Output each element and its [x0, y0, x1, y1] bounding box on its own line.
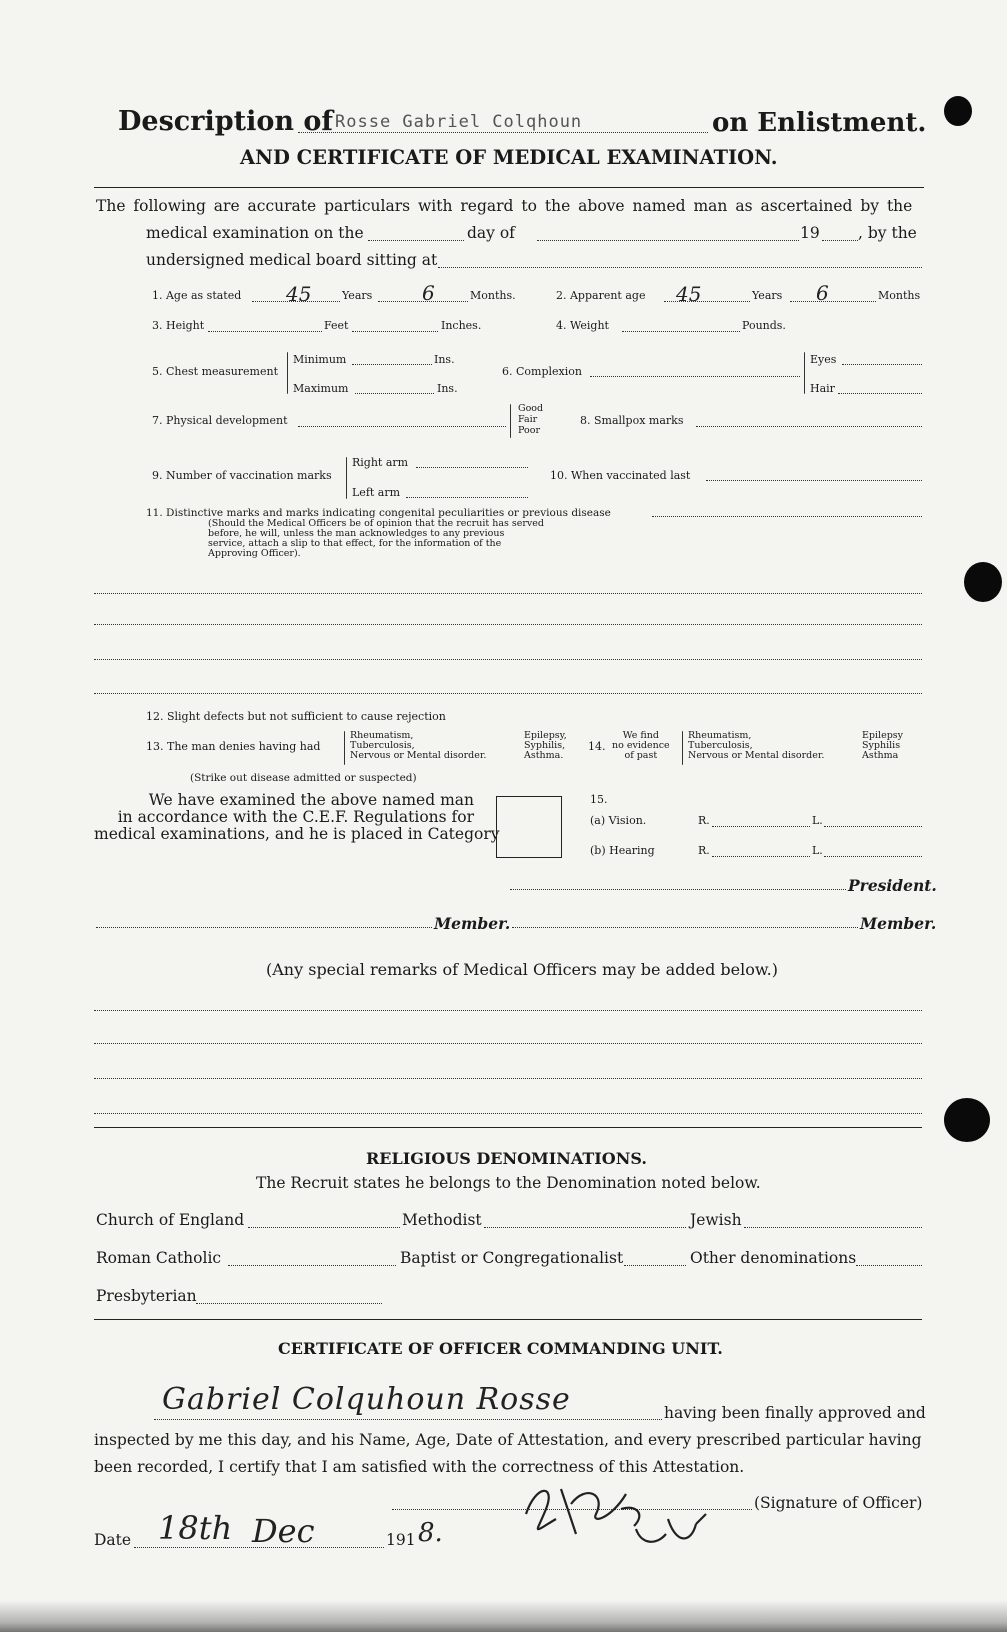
physical-label: 7. Physical development [152, 414, 288, 427]
height-label: 3. Height [152, 319, 205, 332]
distinctive-note: (Should the Medical Officers be of opinion that the recruit has served before, he will, unless the man acknowledges to any previous service, attach a slip to that effect, for the information of the Approving Officer). [208, 518, 545, 559]
intro-line1: The following are accurate particulars with regard to the above named man as ascertained by the [96, 197, 913, 215]
intro-line2c: 19 [800, 224, 820, 242]
denomination-baptist: Baptist or Congregationalist [400, 1249, 624, 1267]
intro-line3: undersigned medical board sitting at [146, 251, 438, 269]
apparent-years-unit: Years [752, 289, 783, 302]
pounds-unit: Pounds. [742, 319, 786, 332]
intro-line2a: medical examination on the [146, 224, 364, 242]
apparent-months-value: 6 [816, 281, 829, 305]
eyes-label: Eyes [810, 353, 837, 366]
physical-fair: Fair [518, 414, 538, 425]
no-evidence-num: 14. [588, 740, 606, 753]
apparent-age-label: 2. Apparent age [556, 289, 646, 302]
title-on-enlistment: on Enlistment. [712, 108, 927, 138]
age-years-value: 45 [286, 282, 312, 306]
chest-minimum: Minimum [293, 353, 347, 366]
when-vaccinated-label: 10. When vaccinated last [550, 469, 691, 482]
item-15: 15. [590, 793, 608, 806]
feet-unit: Feet [324, 319, 349, 332]
no-evidence-label: We find no evidence of past [612, 730, 670, 761]
diseases-list-b: Epilepsy, Syphilis, Asthma. [524, 730, 567, 761]
vaccination-label: 9. Number of vaccination marks [152, 469, 332, 482]
physical-poor: Poor [518, 425, 540, 436]
punch-hole [944, 1098, 990, 1142]
denomination-other: Other denominations [690, 1249, 857, 1267]
diseases-list-a: Rheumatism, Tuberculosis, Nervous or Mental disorder. [350, 730, 487, 761]
scan-edge [0, 1600, 1007, 1632]
page-subtitle: AND CERTIFICATE OF MEDICAL EXAMINATION. [240, 146, 778, 169]
member-label-2: Member. [860, 914, 937, 933]
year-prefix: 191 [386, 1531, 416, 1549]
title-description-of: Description of [118, 106, 333, 137]
right-arm-label: Right arm [352, 456, 409, 469]
member-label-1: Member. [434, 914, 511, 933]
punch-hole [944, 96, 972, 126]
officer-cert-signature-name: Gabriel Colquhoun Rosse [162, 1382, 571, 1417]
denomination-presbyterian: Presbyterian [96, 1287, 197, 1305]
president-label: President. [848, 876, 937, 895]
physical-good: Good [518, 403, 544, 414]
officer-signature-scribble [516, 1474, 716, 1554]
category-box [496, 796, 562, 858]
age-label: 1. Age as stated [152, 289, 242, 302]
denies-label: 13. The man denies having had [146, 740, 321, 753]
punch-hole [964, 562, 1002, 602]
vision-label: (a) Vision. [590, 814, 647, 827]
cert-line1: having been finally approved and [664, 1404, 926, 1422]
apparent-months-unit: Months [878, 289, 921, 302]
hair-label: Hair [810, 382, 835, 395]
smallpox-label: 8. Smallpox marks [580, 414, 684, 427]
officer-signature [516, 1474, 716, 1563]
cert-line3: been recorded, I certify that I am satisfied with the correctness of this Attestation. [94, 1458, 745, 1476]
date-month: Dec [252, 1512, 315, 1550]
hearing-r: R. [698, 844, 710, 857]
intro-line2b: day of [467, 224, 515, 242]
religion-subtitle: The Recruit states he belongs to the Denomination noted below. [256, 1174, 761, 1192]
religion-title: RELIGIOUS DENOMINATIONS. [366, 1149, 647, 1168]
vision-r: R. [698, 814, 710, 827]
denomination-church-of-england: Church of England [96, 1211, 245, 1229]
diseases-list-c: Rheumatism, Tuberculosis, Nervous or Mental disorder. [688, 730, 825, 761]
distinctive-label: 11. Distinctive marks and marks indicating congenital peculiarities or previous disease [146, 507, 611, 519]
date-day: 18th [158, 1509, 233, 1547]
chest-label: 5. Chest measurement [152, 365, 279, 378]
denomination-jewish: Jewish [690, 1211, 742, 1229]
signature-of-officer-label: (Signature of Officer) [754, 1494, 923, 1512]
age-years-unit: Years [342, 289, 373, 302]
left-arm-label: Left arm [352, 486, 401, 499]
slight-defects-label: 12. Slight defects but not sufficient to cause rejection [146, 710, 446, 723]
inches-unit: Inches. [441, 319, 482, 332]
enlistee-name: Rosse Gabriel Colqhoun [335, 112, 583, 132]
complexion-label: 6. Complexion [502, 365, 582, 378]
denomination-methodist: Methodist [402, 1211, 482, 1229]
chest-max-unit: Ins. [437, 382, 458, 395]
cert-line2: inspected by me this day, and his Name, Age, Date of Attestation, and every prescribed particular having [94, 1431, 922, 1449]
apparent-years-value: 45 [676, 282, 702, 306]
diseases-list-d: Epilepsy Syphilis Asthma [862, 730, 904, 761]
chest-min-unit: Ins. [434, 353, 455, 366]
age-months-unit: Months. [470, 289, 516, 302]
category-statement: We have examined the above named man in accordance with the C.E.F. Regulations for medical examinations, and he is placed in Category [94, 791, 500, 843]
date-label: Date [94, 1531, 132, 1549]
denomination-roman-catholic: Roman Catholic [96, 1249, 222, 1267]
hearing-label: (b) Hearing [590, 844, 655, 857]
hearing-l: L. [812, 844, 823, 857]
weight-label: 4. Weight [556, 319, 609, 332]
strike-out-note: (Strike out disease admitted or suspected) [190, 772, 417, 784]
chest-maximum: Maximum [293, 382, 349, 395]
year-digit: 8. [418, 1518, 443, 1548]
age-months-value: 6 [422, 281, 435, 305]
vision-l: L. [812, 814, 823, 827]
certificate-title: CERTIFICATE OF OFFICER COMMANDING UNIT. [278, 1339, 723, 1358]
intro-line2d: , by the [858, 224, 917, 242]
remarks-heading: (Any special remarks of Medical Officers may be added below.) [266, 960, 779, 979]
